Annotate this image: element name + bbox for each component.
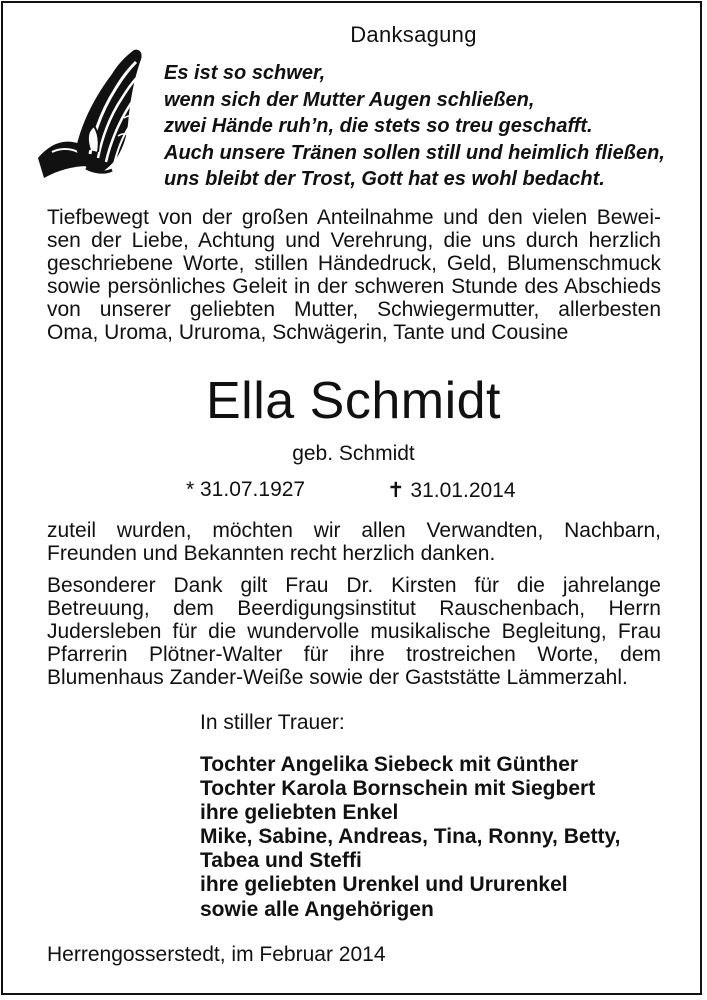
- paragraph-line: von unserer geliebten Mutter, Schwiegermutter, allerbesten: [47, 297, 661, 321]
- deceased-name: Ella Schmidt: [206, 372, 501, 430]
- mourner-line: ihre geliebten Urenkel und Ururenkel: [200, 873, 568, 897]
- paragraph-line: zuteil wurden, möchten wir allen Verwandten, Nachbarn,: [47, 519, 661, 542]
- poem: [164, 60, 665, 193]
- mourner-line: Mike, Sabine, Andreas, Tina, Ronny, Betty,: [200, 825, 621, 849]
- paragraph-line: Freunden und Bekannten recht herzlich danken.: [47, 541, 496, 565]
- mourner-line: Tochter Karola Bornschein mit Siegbert: [200, 777, 596, 801]
- maiden-name: geb. Schmidt: [292, 442, 415, 465]
- poem-line: Es ist so schwer,: [164, 62, 326, 84]
- place-date: Herrengosserstedt, im Februar 2014: [47, 943, 386, 966]
- notice-title: Danksagung: [350, 22, 477, 47]
- mourners-list: [200, 753, 620, 922]
- death-date: ✝ 31.01.2014: [387, 479, 516, 502]
- paragraph-line: geschriebene Worte, stillen Händedruck, Geld, Blumenschmuck: [47, 251, 661, 275]
- paragraph-line: Judersleben für die wundervolle musikalische Begleitung, Frau: [47, 619, 661, 643]
- paragraph-line: Pfarrerin Plötner-Walter für ihre trostreichen Worte, dem: [47, 642, 661, 666]
- praying-hands-icon: [30, 40, 162, 188]
- thanks-paragraph: [47, 520, 661, 566]
- paragraph-line: Blumenhaus Zander-Weiße sowie der Gaststätte Lämmerzahl.: [47, 665, 628, 689]
- poem-line: uns bleibt der Trost, Gott hat es wohl bedacht.: [164, 168, 605, 191]
- mourner-line: Tochter Angelika Siebeck mit Günther: [200, 753, 579, 776]
- intro-paragraph: [47, 207, 661, 344]
- mourner-line: sowie alle Angehörigen: [200, 897, 434, 921]
- paragraph-line: Betreuung, dem Beerdigungsinstitut Rauschenbach, Herrn: [47, 596, 661, 620]
- paragraph-line: Tiefbewegt von der großen Anteilnahme und den vielen Bewei-: [47, 206, 661, 229]
- paragraph-line: Besonderer Dank gilt Frau Dr. Kirsten für die jahrelange: [47, 574, 661, 597]
- birth-date: * 31.07.1927: [186, 478, 306, 501]
- mourning-intro: In stiller Trauer:: [200, 711, 345, 734]
- paragraph-line: Oma, Uroma, Ururoma, Schwägerin, Tante und Cousine: [47, 320, 569, 344]
- poem-line: wenn sich der Mutter Augen schließen,: [164, 88, 535, 111]
- poem-line: zwei Hände ruh’n, die stets so treu geschafft.: [164, 115, 593, 138]
- paragraph-line: sowie persönliches Geleit in der schweren Stunde des Abschieds: [47, 274, 661, 298]
- mourner-line: ihre geliebten Enkel: [200, 801, 399, 825]
- poem-line: Auch unsere Tränen sollen still und heimlich fließen,: [164, 141, 665, 164]
- mourner-line: Tabea und Steffi: [200, 849, 362, 873]
- paragraph-line: sen der Liebe, Achtung und Verehrung, die uns durch herzlich: [47, 228, 661, 252]
- special-thanks-paragraph: [47, 575, 661, 690]
